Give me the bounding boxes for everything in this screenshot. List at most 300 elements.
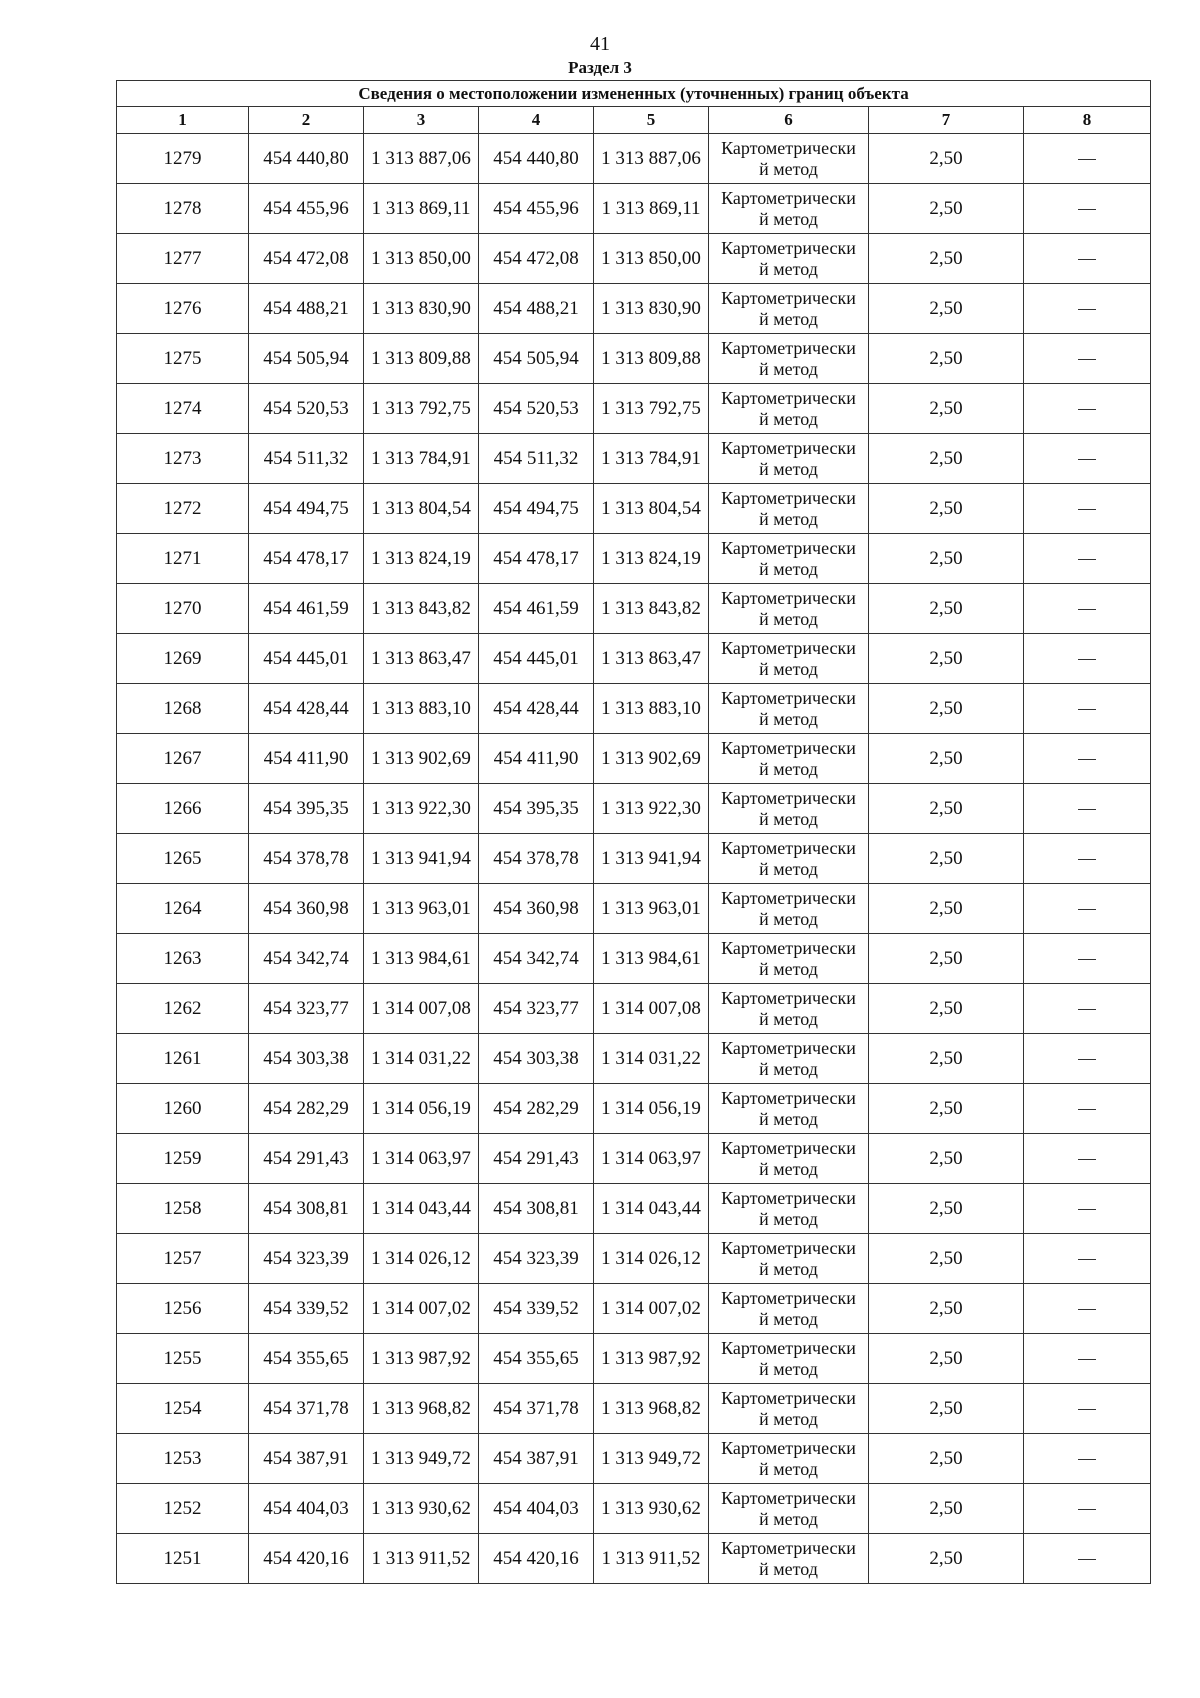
em-dash-icon	[1078, 409, 1096, 410]
table-row	[117, 884, 1151, 934]
determination-method	[709, 1034, 869, 1084]
method-line-2: й метод	[759, 908, 818, 929]
column-number-3: 3	[364, 107, 479, 134]
existing-x-coordinate: 454 282,29	[249, 1084, 364, 1134]
refined-y-coordinate: 1 314 031,22	[594, 1034, 709, 1084]
existing-x-coordinate: 454 323,39	[249, 1234, 364, 1284]
determination-method	[709, 634, 869, 684]
point-description	[1024, 1134, 1151, 1184]
refined-y-coordinate: 1 314 043,44	[594, 1184, 709, 1234]
table-caption: Сведения о местоположении измененных (уточненных) границ объекта	[117, 81, 1151, 107]
point-description	[1024, 284, 1151, 334]
determination-method	[709, 1284, 869, 1334]
refined-y-coordinate: 1 313 968,82	[594, 1384, 709, 1434]
accuracy-value: 2,50	[869, 234, 1024, 284]
method-line-1: Картометрически	[721, 887, 856, 908]
accuracy-value: 2,50	[869, 684, 1024, 734]
em-dash-icon	[1078, 859, 1096, 860]
refined-x-coordinate: 454 387,91	[479, 1434, 594, 1484]
refined-x-coordinate: 454 511,32	[479, 434, 594, 484]
table-row	[117, 1084, 1151, 1134]
method-line-1: Картометрически	[721, 737, 856, 758]
refined-x-coordinate: 454 478,17	[479, 534, 594, 584]
accuracy-value: 2,50	[869, 1234, 1024, 1284]
method-line-1: Картометрически	[721, 687, 856, 708]
point-number: 1254	[117, 1384, 249, 1434]
table-row	[117, 734, 1151, 784]
em-dash-icon	[1078, 709, 1096, 710]
existing-x-coordinate: 454 445,01	[249, 634, 364, 684]
method-line-1: Картометрически	[721, 1287, 856, 1308]
table-row	[117, 1484, 1151, 1534]
em-dash-icon	[1078, 1209, 1096, 1210]
determination-method	[709, 234, 869, 284]
refined-y-coordinate: 1 314 026,12	[594, 1234, 709, 1284]
method-line-2: й метод	[759, 758, 818, 779]
method-line-2: й метод	[759, 958, 818, 979]
determination-method	[709, 884, 869, 934]
existing-x-coordinate: 454 339,52	[249, 1284, 364, 1334]
em-dash-icon	[1078, 1259, 1096, 1260]
method-line-2: й метод	[759, 158, 818, 179]
em-dash-icon	[1078, 359, 1096, 360]
determination-method	[709, 134, 869, 184]
accuracy-value: 2,50	[869, 1384, 1024, 1434]
existing-x-coordinate: 454 387,91	[249, 1434, 364, 1484]
point-number: 1277	[117, 234, 249, 284]
point-number: 1259	[117, 1134, 249, 1184]
accuracy-value: 2,50	[869, 784, 1024, 834]
point-description	[1024, 934, 1151, 984]
table-row	[117, 1434, 1151, 1484]
accuracy-value: 2,50	[869, 584, 1024, 634]
method-line-1: Картометрически	[721, 137, 856, 158]
table-row	[117, 834, 1151, 884]
refined-y-coordinate: 1 313 824,19	[594, 534, 709, 584]
accuracy-value: 2,50	[869, 1184, 1024, 1234]
existing-y-coordinate: 1 313 887,06	[364, 134, 479, 184]
method-line-2: й метод	[759, 1258, 818, 1279]
column-number-1: 1	[117, 107, 249, 134]
existing-x-coordinate: 454 472,08	[249, 234, 364, 284]
em-dash-icon	[1078, 659, 1096, 660]
point-description	[1024, 634, 1151, 684]
determination-method	[709, 984, 869, 1034]
point-description	[1024, 534, 1151, 584]
table-row	[117, 334, 1151, 384]
em-dash-icon	[1078, 1459, 1096, 1460]
existing-x-coordinate: 454 395,35	[249, 784, 364, 834]
determination-method	[709, 184, 869, 234]
point-description	[1024, 1384, 1151, 1434]
point-number: 1270	[117, 584, 249, 634]
existing-x-coordinate: 454 342,74	[249, 934, 364, 984]
refined-y-coordinate: 1 313 843,82	[594, 584, 709, 634]
point-description	[1024, 584, 1151, 634]
point-description	[1024, 1034, 1151, 1084]
table-row	[117, 484, 1151, 534]
table-row	[117, 1334, 1151, 1384]
accuracy-value: 2,50	[869, 934, 1024, 984]
existing-x-coordinate: 454 494,75	[249, 484, 364, 534]
point-number: 1276	[117, 284, 249, 334]
method-line-1: Картометрически	[721, 1087, 856, 1108]
point-number: 1262	[117, 984, 249, 1034]
accuracy-value: 2,50	[869, 434, 1024, 484]
accuracy-value: 2,50	[869, 284, 1024, 334]
table-row	[117, 234, 1151, 284]
refined-y-coordinate: 1 313 949,72	[594, 1434, 709, 1484]
existing-y-coordinate: 1 313 987,92	[364, 1334, 479, 1384]
method-line-1: Картометрически	[721, 387, 856, 408]
table-row	[117, 384, 1151, 434]
point-number: 1273	[117, 434, 249, 484]
accuracy-value: 2,50	[869, 834, 1024, 884]
method-line-2: й метод	[759, 258, 818, 279]
method-line-1: Картометрически	[721, 1437, 856, 1458]
accuracy-value: 2,50	[869, 1434, 1024, 1484]
point-description	[1024, 134, 1151, 184]
accuracy-value: 2,50	[869, 734, 1024, 784]
refined-x-coordinate: 454 339,52	[479, 1284, 594, 1334]
table-row	[117, 1034, 1151, 1084]
point-number: 1253	[117, 1434, 249, 1484]
point-number: 1260	[117, 1084, 249, 1134]
refined-x-coordinate: 454 494,75	[479, 484, 594, 534]
point-description	[1024, 1334, 1151, 1384]
determination-method	[709, 834, 869, 884]
refined-x-coordinate: 454 440,80	[479, 134, 594, 184]
table-row	[117, 584, 1151, 634]
em-dash-icon	[1078, 1409, 1096, 1410]
determination-method	[709, 434, 869, 484]
method-line-2: й метод	[759, 1208, 818, 1229]
existing-x-coordinate: 454 411,90	[249, 734, 364, 784]
determination-method	[709, 1484, 869, 1534]
determination-method	[709, 1234, 869, 1284]
method-line-2: й метод	[759, 808, 818, 829]
method-line-1: Картометрически	[721, 1187, 856, 1208]
table-row	[117, 284, 1151, 334]
determination-method	[709, 334, 869, 384]
point-number: 1264	[117, 884, 249, 934]
method-line-1: Картометрически	[721, 1387, 856, 1408]
point-description	[1024, 384, 1151, 434]
refined-y-coordinate: 1 313 784,91	[594, 434, 709, 484]
em-dash-icon	[1078, 909, 1096, 910]
em-dash-icon	[1078, 1309, 1096, 1310]
column-number-row	[117, 107, 1151, 134]
table-row	[117, 934, 1151, 984]
existing-y-coordinate: 1 313 911,52	[364, 1534, 479, 1584]
existing-x-coordinate: 454 511,32	[249, 434, 364, 484]
existing-x-coordinate: 454 440,80	[249, 134, 364, 184]
table-row	[117, 534, 1151, 584]
existing-x-coordinate: 454 308,81	[249, 1184, 364, 1234]
em-dash-icon	[1078, 1109, 1096, 1110]
column-number-7: 7	[869, 107, 1024, 134]
existing-y-coordinate: 1 313 792,75	[364, 384, 479, 434]
column-number-6: 6	[709, 107, 869, 134]
existing-x-coordinate: 454 404,03	[249, 1484, 364, 1534]
accuracy-value: 2,50	[869, 1084, 1024, 1134]
determination-method	[709, 1334, 869, 1384]
point-description	[1024, 1234, 1151, 1284]
existing-y-coordinate: 1 314 026,12	[364, 1234, 479, 1284]
method-line-2: й метод	[759, 1458, 818, 1479]
accuracy-value: 2,50	[869, 1334, 1024, 1384]
em-dash-icon	[1078, 1509, 1096, 1510]
refined-y-coordinate: 1 313 830,90	[594, 284, 709, 334]
refined-y-coordinate: 1 313 863,47	[594, 634, 709, 684]
point-number: 1274	[117, 384, 249, 434]
determination-method	[709, 384, 869, 434]
method-line-2: й метод	[759, 1508, 818, 1529]
refined-x-coordinate: 454 291,43	[479, 1134, 594, 1184]
point-description	[1024, 984, 1151, 1034]
point-number: 1269	[117, 634, 249, 684]
refined-x-coordinate: 454 404,03	[479, 1484, 594, 1534]
determination-method	[709, 284, 869, 334]
point-number: 1267	[117, 734, 249, 784]
table-row	[117, 1384, 1151, 1434]
point-number: 1261	[117, 1034, 249, 1084]
existing-y-coordinate: 1 313 883,10	[364, 684, 479, 734]
method-line-2: й метод	[759, 658, 818, 679]
existing-y-coordinate: 1 313 949,72	[364, 1434, 479, 1484]
point-description	[1024, 334, 1151, 384]
existing-y-coordinate: 1 313 930,62	[364, 1484, 479, 1534]
point-description	[1024, 1434, 1151, 1484]
method-line-2: й метод	[759, 458, 818, 479]
existing-y-coordinate: 1 314 007,08	[364, 984, 479, 1034]
point-number: 1255	[117, 1334, 249, 1384]
refined-x-coordinate: 454 461,59	[479, 584, 594, 634]
determination-method	[709, 1384, 869, 1434]
method-line-2: й метод	[759, 358, 818, 379]
method-line-2: й метод	[759, 708, 818, 729]
table-row	[117, 634, 1151, 684]
table-row	[117, 1134, 1151, 1184]
existing-x-coordinate: 454 420,16	[249, 1534, 364, 1584]
refined-y-coordinate: 1 313 963,01	[594, 884, 709, 934]
determination-method	[709, 534, 869, 584]
table-row	[117, 784, 1151, 834]
method-line-2: й метод	[759, 1308, 818, 1329]
existing-x-coordinate: 454 520,53	[249, 384, 364, 434]
method-line-2: й метод	[759, 558, 818, 579]
method-line-1: Картометрически	[721, 487, 856, 508]
accuracy-value: 2,50	[869, 1284, 1024, 1334]
refined-y-coordinate: 1 313 930,62	[594, 1484, 709, 1534]
existing-y-coordinate: 1 313 902,69	[364, 734, 479, 784]
table-row	[117, 984, 1151, 1034]
em-dash-icon	[1078, 559, 1096, 560]
em-dash-icon	[1078, 1059, 1096, 1060]
em-dash-icon	[1078, 209, 1096, 210]
refined-x-coordinate: 454 282,29	[479, 1084, 594, 1134]
existing-y-coordinate: 1 314 043,44	[364, 1184, 479, 1234]
page-number: 41	[590, 33, 610, 55]
accuracy-value: 2,50	[869, 1034, 1024, 1084]
point-description	[1024, 684, 1151, 734]
refined-x-coordinate: 454 472,08	[479, 234, 594, 284]
accuracy-value: 2,50	[869, 384, 1024, 434]
table-row	[117, 434, 1151, 484]
point-description	[1024, 1084, 1151, 1134]
method-line-1: Картометрически	[721, 937, 856, 958]
accuracy-value: 2,50	[869, 1134, 1024, 1184]
column-number-2: 2	[249, 107, 364, 134]
method-line-1: Картометрически	[721, 287, 856, 308]
existing-x-coordinate: 454 291,43	[249, 1134, 364, 1184]
determination-method	[709, 784, 869, 834]
existing-y-coordinate: 1 314 063,97	[364, 1134, 479, 1184]
accuracy-value: 2,50	[869, 184, 1024, 234]
method-line-1: Картометрически	[721, 787, 856, 808]
table-caption-row	[117, 81, 1151, 107]
refined-y-coordinate: 1 313 911,52	[594, 1534, 709, 1584]
existing-y-coordinate: 1 313 922,30	[364, 784, 479, 834]
column-number-5: 5	[594, 107, 709, 134]
method-line-1: Картометрически	[721, 1237, 856, 1258]
refined-y-coordinate: 1 313 869,11	[594, 184, 709, 234]
refined-y-coordinate: 1 313 984,61	[594, 934, 709, 984]
refined-x-coordinate: 454 342,74	[479, 934, 594, 984]
refined-x-coordinate: 454 428,44	[479, 684, 594, 734]
em-dash-icon	[1078, 1359, 1096, 1360]
refined-y-coordinate: 1 313 941,94	[594, 834, 709, 884]
accuracy-value: 2,50	[869, 534, 1024, 584]
table-row	[117, 1284, 1151, 1334]
refined-y-coordinate: 1 313 883,10	[594, 684, 709, 734]
existing-x-coordinate: 454 455,96	[249, 184, 364, 234]
refined-x-coordinate: 454 455,96	[479, 184, 594, 234]
method-line-1: Картометрически	[721, 537, 856, 558]
method-line-1: Картометрически	[721, 1037, 856, 1058]
refined-x-coordinate: 454 411,90	[479, 734, 594, 784]
existing-y-coordinate: 1 313 804,54	[364, 484, 479, 534]
existing-y-coordinate: 1 313 784,91	[364, 434, 479, 484]
determination-method	[709, 684, 869, 734]
column-number-8: 8	[1024, 107, 1151, 134]
existing-x-coordinate: 454 461,59	[249, 584, 364, 634]
existing-y-coordinate: 1 314 007,02	[364, 1284, 479, 1334]
refined-x-coordinate: 454 371,78	[479, 1384, 594, 1434]
refined-x-coordinate: 454 505,94	[479, 334, 594, 384]
point-number: 1268	[117, 684, 249, 734]
method-line-2: й метод	[759, 1558, 818, 1579]
point-description	[1024, 434, 1151, 484]
refined-y-coordinate: 1 313 902,69	[594, 734, 709, 784]
refined-y-coordinate: 1 314 056,19	[594, 1084, 709, 1134]
method-line-2: й метод	[759, 1008, 818, 1029]
table-row	[117, 1234, 1151, 1284]
point-description	[1024, 784, 1151, 834]
refined-y-coordinate: 1 313 850,00	[594, 234, 709, 284]
em-dash-icon	[1078, 1559, 1096, 1560]
point-description	[1024, 884, 1151, 934]
determination-method	[709, 934, 869, 984]
existing-x-coordinate: 454 378,78	[249, 834, 364, 884]
existing-y-coordinate: 1 313 843,82	[364, 584, 479, 634]
method-line-2: й метод	[759, 858, 818, 879]
refined-x-coordinate: 454 488,21	[479, 284, 594, 334]
accuracy-value: 2,50	[869, 484, 1024, 534]
existing-y-coordinate: 1 313 863,47	[364, 634, 479, 684]
method-line-1: Картометрически	[721, 987, 856, 1008]
point-number: 1258	[117, 1184, 249, 1234]
point-number: 1275	[117, 334, 249, 384]
refined-y-coordinate: 1 314 007,08	[594, 984, 709, 1034]
method-line-1: Картометрически	[721, 1337, 856, 1358]
existing-x-coordinate: 454 355,65	[249, 1334, 364, 1384]
point-number: 1271	[117, 534, 249, 584]
accuracy-value: 2,50	[869, 884, 1024, 934]
em-dash-icon	[1078, 1159, 1096, 1160]
section-title: Раздел 3	[568, 58, 632, 77]
determination-method	[709, 1084, 869, 1134]
accuracy-value: 2,50	[869, 134, 1024, 184]
point-description	[1024, 1534, 1151, 1584]
method-line-2: й метод	[759, 608, 818, 629]
point-description	[1024, 484, 1151, 534]
determination-method	[709, 1534, 869, 1584]
method-line-1: Картометрически	[721, 1137, 856, 1158]
refined-x-coordinate: 454 323,77	[479, 984, 594, 1034]
method-line-1: Картометрически	[721, 587, 856, 608]
method-line-2: й метод	[759, 1108, 818, 1129]
existing-y-coordinate: 1 313 984,61	[364, 934, 479, 984]
point-description	[1024, 734, 1151, 784]
refined-x-coordinate: 454 308,81	[479, 1184, 594, 1234]
refined-y-coordinate: 1 313 792,75	[594, 384, 709, 434]
boundary-table	[116, 80, 1151, 1584]
method-line-2: й метод	[759, 1358, 818, 1379]
determination-method	[709, 584, 869, 634]
determination-method	[709, 1184, 869, 1234]
determination-method	[709, 1134, 869, 1184]
method-line-1: Картометрически	[721, 1487, 856, 1508]
method-line-1: Картометрически	[721, 1537, 856, 1558]
em-dash-icon	[1078, 809, 1096, 810]
existing-x-coordinate: 454 428,44	[249, 684, 364, 734]
determination-method	[709, 734, 869, 784]
method-line-1: Картометрически	[721, 637, 856, 658]
determination-method	[709, 1434, 869, 1484]
method-line-1: Картометрически	[721, 337, 856, 358]
refined-x-coordinate: 454 355,65	[479, 1334, 594, 1384]
existing-x-coordinate: 454 488,21	[249, 284, 364, 334]
point-number: 1278	[117, 184, 249, 234]
method-line-1: Картометрически	[721, 437, 856, 458]
point-description	[1024, 834, 1151, 884]
existing-y-coordinate: 1 313 869,11	[364, 184, 479, 234]
em-dash-icon	[1078, 459, 1096, 460]
accuracy-value: 2,50	[869, 634, 1024, 684]
em-dash-icon	[1078, 159, 1096, 160]
method-line-2: й метод	[759, 508, 818, 529]
existing-y-coordinate: 1 313 941,94	[364, 834, 479, 884]
existing-x-coordinate: 454 371,78	[249, 1384, 364, 1434]
accuracy-value: 2,50	[869, 984, 1024, 1034]
method-line-1: Картометрически	[721, 237, 856, 258]
point-description	[1024, 1184, 1151, 1234]
refined-y-coordinate: 1 313 887,06	[594, 134, 709, 184]
refined-x-coordinate: 454 395,35	[479, 784, 594, 834]
existing-y-coordinate: 1 314 031,22	[364, 1034, 479, 1084]
point-description	[1024, 1484, 1151, 1534]
